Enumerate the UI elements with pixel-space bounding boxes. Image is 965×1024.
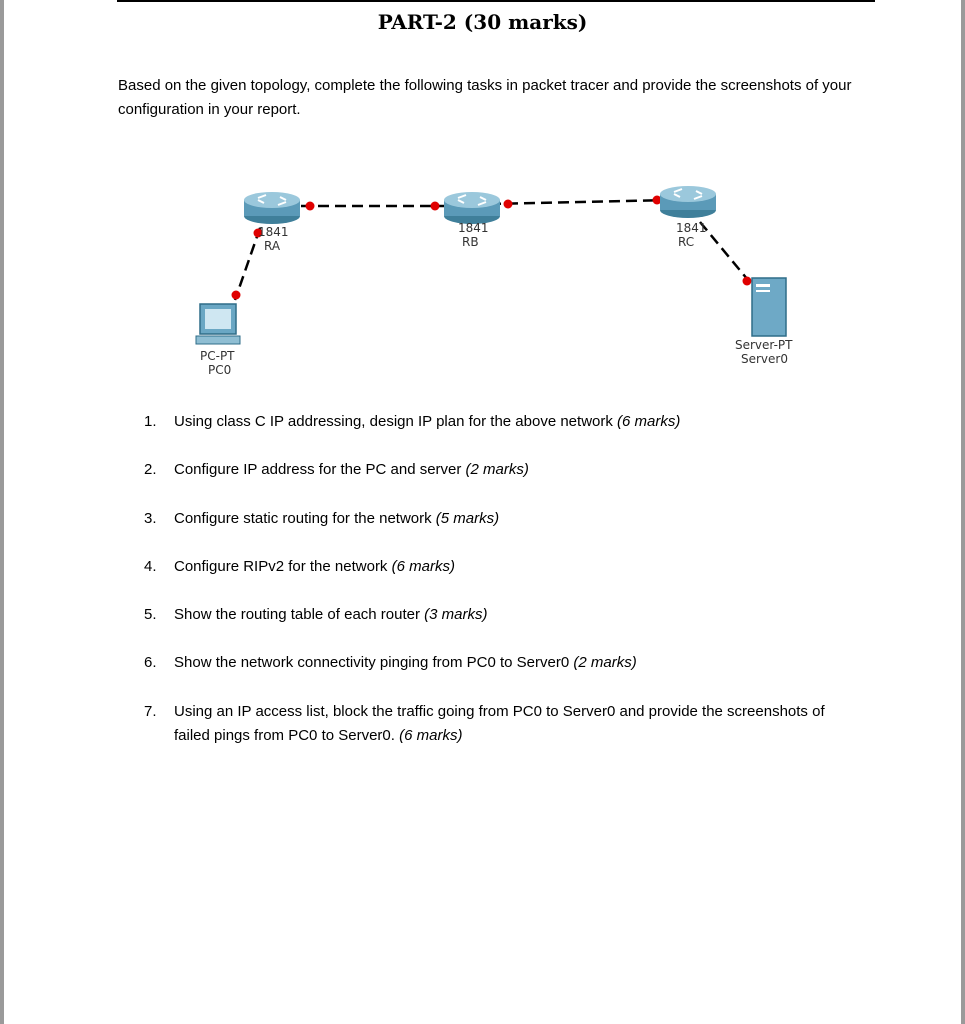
task-number: 7. <box>144 703 157 720</box>
task-marks: (6 marks) <box>391 558 455 575</box>
pc0-type: PC-PT <box>200 349 235 363</box>
router-rb-name: RB <box>462 235 479 249</box>
server0[interactable] <box>735 278 793 366</box>
task-text: Show the network connectivity pinging from PC0 to Server0 <box>174 654 574 671</box>
task-marks: (3 marks) <box>424 606 488 623</box>
list-item <box>144 410 864 434</box>
task-marks: (2 marks) <box>465 461 529 478</box>
list-item <box>144 700 864 748</box>
pc0[interactable] <box>196 304 240 377</box>
router-rc-model: 1841 <box>676 221 707 235</box>
link-rc-server <box>700 222 752 286</box>
task-text: Using class C IP addressing, design IP plan for the above network <box>174 413 618 430</box>
link-rb-rc <box>490 196 670 209</box>
top-rule <box>117 0 875 2</box>
page-border-left <box>0 0 4 1024</box>
router-rc-name: RC <box>678 235 695 249</box>
router-icon <box>244 192 300 224</box>
list-item <box>144 458 864 482</box>
list-item <box>144 603 864 627</box>
router-icon <box>444 192 500 224</box>
task-text: Show the routing table of each router <box>174 606 425 623</box>
router-rc[interactable] <box>660 186 716 249</box>
task-number: 1. <box>144 413 157 430</box>
task-text: Configure static routing for the network <box>174 510 436 527</box>
task-number: 5. <box>144 606 157 623</box>
router-ra[interactable] <box>244 192 300 253</box>
list-item <box>144 507 864 531</box>
server0-type: Server-PT <box>735 338 793 352</box>
router-ra-model: 1841 <box>258 225 289 239</box>
task-number: 6. <box>144 654 157 671</box>
task-text: Configure RIPv2 for the network <box>174 558 392 575</box>
router-rb-model: 1841 <box>458 221 489 235</box>
network-topology-diagram <box>180 180 820 390</box>
task-number: 4. <box>144 558 157 575</box>
server0-name: Server0 <box>741 352 788 366</box>
list-item <box>144 555 864 579</box>
router-ra-name: RA <box>264 239 281 253</box>
task-marks: (5 marks) <box>435 510 500 527</box>
router-rb[interactable] <box>444 192 500 249</box>
task-marks: (2 marks) <box>573 654 637 671</box>
task-number: 3. <box>144 510 157 527</box>
page-title: PART-2 (30 marks) <box>377 10 588 34</box>
task-number: 2. <box>144 461 157 478</box>
task-text: Configure IP address for the PC and server <box>174 461 466 478</box>
intro-paragraph: Based on the given topology, complete the following tasks in packet tracer and provide the screenshots of your configuration in your report. <box>118 77 852 118</box>
router-icon <box>660 186 716 218</box>
list-item <box>144 651 864 675</box>
page-border-right <box>961 0 965 1024</box>
server-icon <box>752 278 786 336</box>
task-marks: (6 marks) <box>399 727 463 744</box>
pc0-name: PC0 <box>208 363 232 377</box>
task-text: Using an IP access list, block the traffic going from PC0 to Server0 and provide the screenshots of failed pings from PC0 to Server0. <box>174 703 825 744</box>
pc-icon <box>196 304 240 344</box>
task-marks: (6 marks) <box>617 413 681 430</box>
